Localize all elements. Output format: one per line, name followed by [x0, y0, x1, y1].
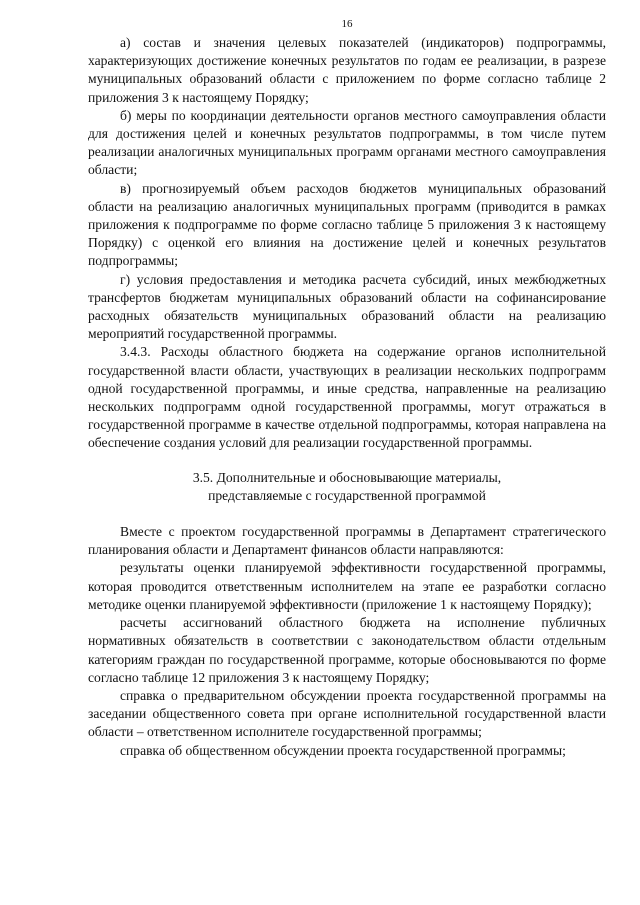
- paragraph-public-discussion: справка об общественном обсуждении проекта государственной программы;: [120, 742, 566, 758]
- paragraph-intro: Вместе с проектом государственной программы в Департамент стратегического планирования области и Департамент финансов области направляются:: [88, 524, 606, 558]
- paragraph-allocations: расчеты ассигнований областного бюджета на исполнение публичных нормативных обязательств в соответствии с законодательством области отдельным категориям граждан по государственной программе, которые обосновываются по форме согласно таблице 12 приложения 3 к настоящему Порядку;: [88, 615, 606, 685]
- paragraph-preliminary-discussion: справка о предварительном обсуждении проекта государственной программы на заседании общественного совета при органе исполнительной государственной власти области – ответственном исполнителе государственной программы;: [88, 687, 606, 740]
- section-heading-line-1: 3.5. Дополнительные и обосновывающие материалы,: [192, 469, 502, 485]
- paragraph-efficiency: результаты оценки планируемой эффективности государственной программы, которая проводится ответственным исполнителем на этапе ее разработки согласно методике оценки планируемой эффективности (приложение 1 к настоящему Порядку);: [88, 560, 606, 612]
- paragraph-3-4-3: 3.4.3. Расходы областного бюджета на содержание органов исполнительной государственной власти области, участвующих в реализации нескольких подпрограмм одной государственной программы, и иные средства, направленные на реализацию нескольких подпрограмм одной государственной программы, могут отражаться в государственной программе в качестве отдельной подпрограммы, которая направлена на обеспечение создания условий для реализации государственной программы.: [88, 344, 606, 451]
- paragraph-item-v: в) прогнозируемый объем расходов бюджетов муниципальных образований области на реализацию аналогичных муниципальных программ (приводится в рамках приложения к подпрограмме по форме согласно таблице 5 приложения 3 к настоящему Порядку) с оценкой его влияния на достижение целей и конечных результатов подпрограммы;: [88, 180, 606, 269]
- paragraph-item-a: а) состав и значения целевых показателей (индикаторов) подпрограммы, характеризующих достижение конечных результатов по годам ее реализации, в разрезе муниципальных образований области с приложением по форме согласно таблице 2 приложения 3 к настоящему Порядку;: [88, 35, 606, 105]
- paragraph-item-g: г) условия предоставления и методика расчета субсидий, иных межбюджетных трансфертов бюджетам муниципальных образований области на софинансирование расходных обязательств муниципальных образований области на реализацию мероприятий государственной программы.: [88, 271, 606, 342]
- paragraph-item-b: б) меры по координации деятельности органов местного самоуправления области для достижения целей и конечных результатов подпрограммы, в том числе путем реализации аналогичных муниципальных программ органами местного самоуправления области;: [88, 107, 606, 178]
- section-heading-line-2: представляемые с государственной программой: [208, 487, 486, 503]
- page-number: 16: [341, 18, 353, 30]
- section-body-bottom: [88, 523, 606, 760]
- section-body-top: [88, 34, 606, 453]
- section-heading-3-5: [88, 469, 606, 505]
